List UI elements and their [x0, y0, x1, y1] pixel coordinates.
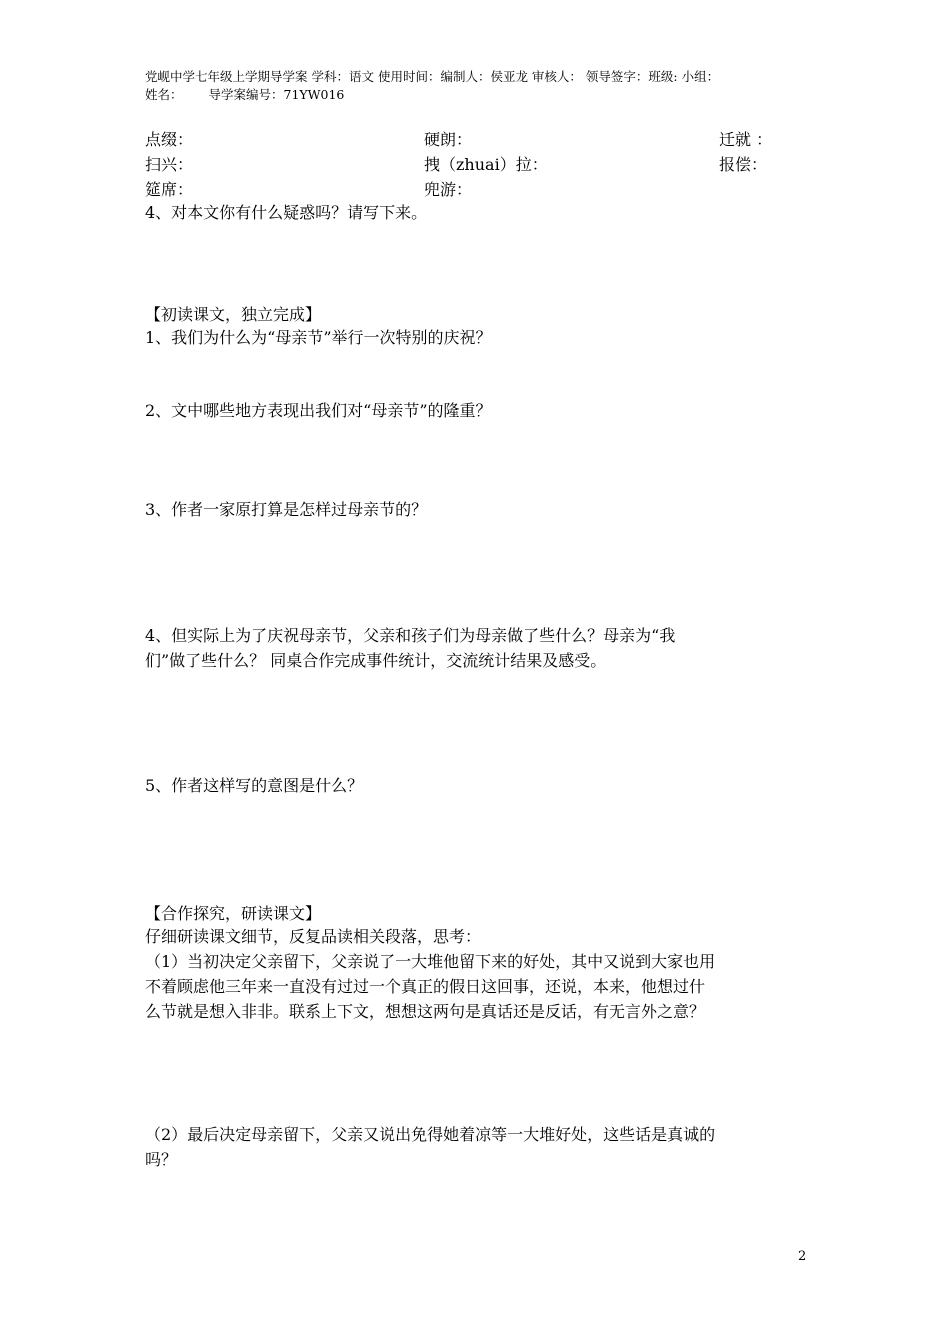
- question-2: 2、文中哪些地方表现出我们对“母亲节”的隆重？: [145, 401, 492, 420]
- page-number: 2: [798, 1249, 807, 1264]
- header-line: 党岘中学七年级上学期导学案 学科：语文 使用时间：编制人：侯亚龙 审核人： 领导签字：班级: 小组：: [145, 69, 720, 84]
- paragraph-2-line-1: （2）最后决定母亲留下，父亲又说出免得她着凉等一大堆好处，这些话是真诚的: [145, 1125, 716, 1144]
- question-1: 1、我们为什么为“母亲节”举行一次特别的庆祝？: [145, 328, 492, 347]
- paragraph-1-line-3: 么节就是想入非非。联系上下文，想想这两句是真话还是反话，有无言外之意？: [145, 1002, 706, 1021]
- section-title-cooperative-study: 【合作探究，研读课文】: [145, 904, 322, 923]
- document-code: 导学案编号：71YW016: [208, 87, 345, 102]
- vocab-item: 筵席：: [145, 180, 194, 199]
- vocab-item: 报偿：: [719, 155, 768, 174]
- name-label: 姓名：: [145, 87, 183, 102]
- question-4-intro: 4、对本文你有什么疑惑吗？请写下来。: [145, 203, 428, 222]
- vocab-item: 迁就 ：: [719, 130, 773, 149]
- question-4-line-1: 4、但实际上为了庆祝母亲节，父亲和孩子们为母亲做了些什么？母亲为“我: [145, 626, 676, 645]
- header-line-2: [145, 86, 815, 104]
- vocab-item: 点缀：: [145, 130, 194, 149]
- vocab-item: 硬朗：: [424, 130, 473, 149]
- vocab-item: 拽（zhuai）拉：: [424, 155, 548, 174]
- paragraph-2-line-2: 吗？: [145, 1150, 178, 1169]
- question-4-line-2: 们”做了些什么？ 同桌合作完成事件统计，交流统计结果及感受。: [145, 651, 607, 670]
- section-2-intro: 仔细研读课文细节，反复品读相关段落，思考：: [145, 927, 482, 946]
- question-3: 3、作者一家原打算是怎样过母亲节的？: [145, 500, 428, 519]
- vocab-item: 扫兴：: [145, 155, 194, 174]
- paragraph-1-line-1: （1）当初决定父亲留下，父亲说了一大堆他留下来的好处，其中又说到大家也用: [145, 952, 716, 971]
- question-5: 5、作者这样写的意图是什么？: [145, 776, 364, 795]
- paragraph-1-line-2: 不着顾虑他三年来一直没有过过一个真正的假日这回事，还说，本来，他想过什: [145, 977, 706, 996]
- document-header: [145, 68, 815, 104]
- section-title-first-reading: 【初读课文，独立完成】: [145, 305, 322, 324]
- vocab-item: 兜游：: [424, 180, 473, 199]
